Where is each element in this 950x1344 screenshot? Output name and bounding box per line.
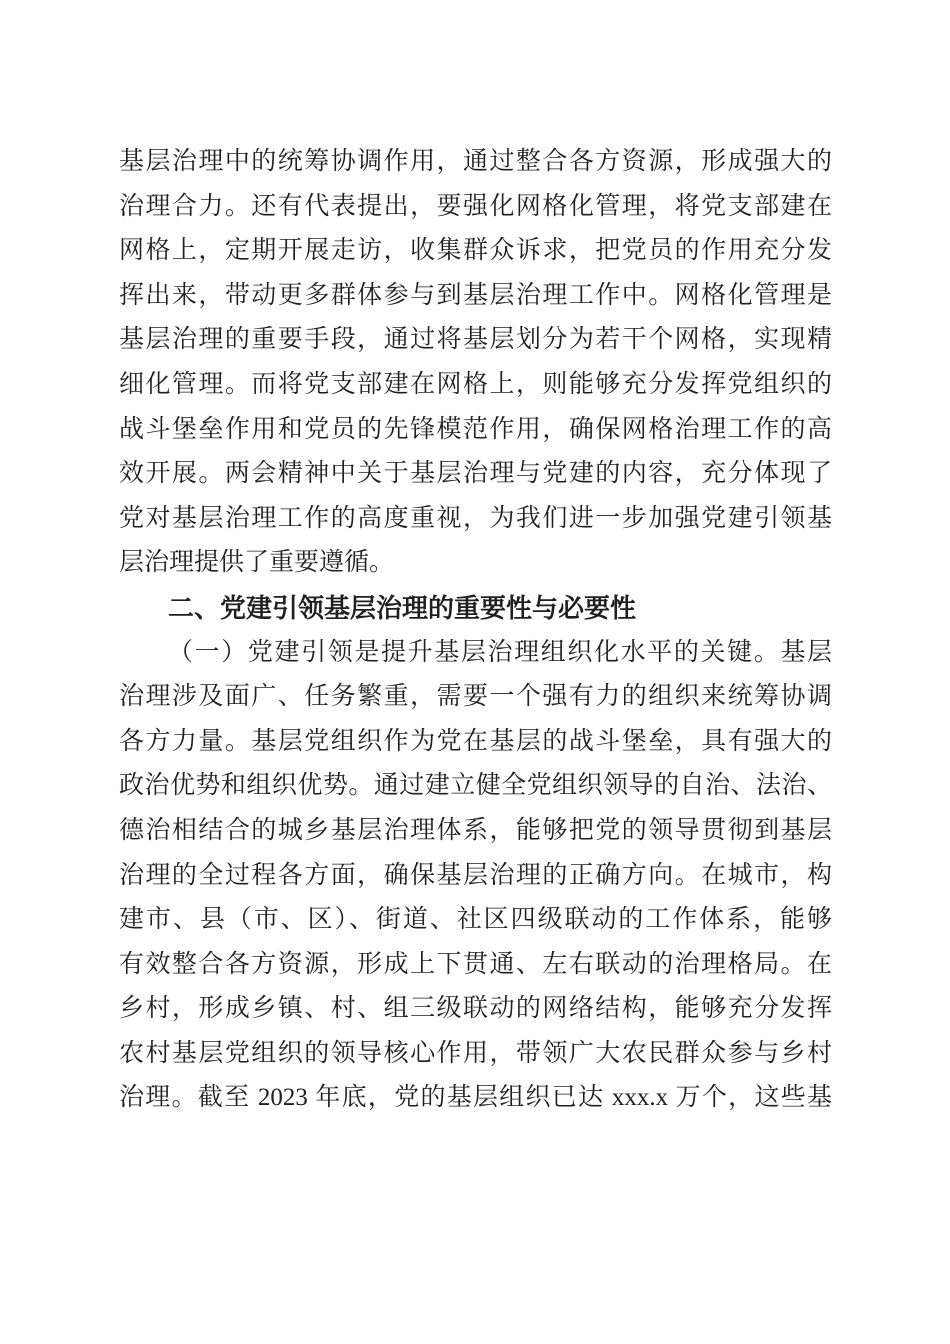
paragraph-line: 挥出来，带动更多群体参与到基层治理工作中。网格化管理是 <box>119 281 832 309</box>
paragraph-line: 政治优势和组织优势。通过建立健全党组织领导的自治、法治、 <box>119 772 832 800</box>
section-heading: 二、党建引领基层治理的重要性与必要性 <box>168 592 637 623</box>
paragraph-line: 层治理提供了重要遵循。 <box>119 549 395 577</box>
paragraph-line: 基层治理的重要手段，通过将基层划分为若干个网格，实现精 <box>119 326 832 354</box>
paragraph-line: （一）党建引领是提升基层治理组织化水平的关键。基层 <box>168 638 832 666</box>
paragraph-line: 德治相结合的城乡基层治理体系，能够把党的领导贯彻到基层 <box>119 816 832 844</box>
paragraph-line: 网格上，定期开展走访，收集群众诉求，把党员的作用充分发 <box>119 237 832 265</box>
paragraph-line: 基层治理中的统筹协调作用，通过整合各方资源，形成强大的 <box>119 148 832 175</box>
document-text <box>119 140 832 1121</box>
paragraph-line: 建市、县（市、区）、街道、社区四级联动的工作体系，能够 <box>119 906 832 934</box>
paragraph-line: 治理涉及面广、任务繁重，需要一个强有力的组织来统筹协调 <box>119 683 832 711</box>
paragraph-line: 细化管理。而将党支部建在网格上，则能够充分发挥党组织的 <box>119 370 832 398</box>
paragraph-line: 农村基层党组织的领导核心作用，带领广大农民群众参与乡村 <box>119 1039 832 1067</box>
paragraph-line: 有效整合各方资源，形成上下贯通、左右联动的治理格局。在 <box>119 950 832 978</box>
paragraph-line: 战斗堡垒作用和党员的先锋模范作用，确保网格治理工作的高 <box>119 415 832 443</box>
paragraph-line: 乡村，形成乡镇、村、组三级联动的网络结构，能够充分发挥 <box>119 995 832 1023</box>
paragraph-line: 效开展。两会精神中关于基层治理与党建的内容，充分体现了 <box>119 460 832 488</box>
paragraph-line: 各方力量。基层党组织作为党在基层的战斗堡垒，具有强大的 <box>119 727 832 755</box>
paragraph-line: 治理的全过程各方面，确保基层治理的正确方向。在城市，构 <box>119 861 832 889</box>
paragraph-line: 党对基层治理工作的高度重视，为我们进一步加强党建引领基 <box>119 504 832 532</box>
paragraph-line: 治理。截至 2023 年底，党的基层组织已达 xxx.x 万个，这些基 <box>119 1084 832 1112</box>
paragraph-line: 治理合力。还有代表提出，要强化网格化管理，将党支部建在 <box>119 192 832 220</box>
